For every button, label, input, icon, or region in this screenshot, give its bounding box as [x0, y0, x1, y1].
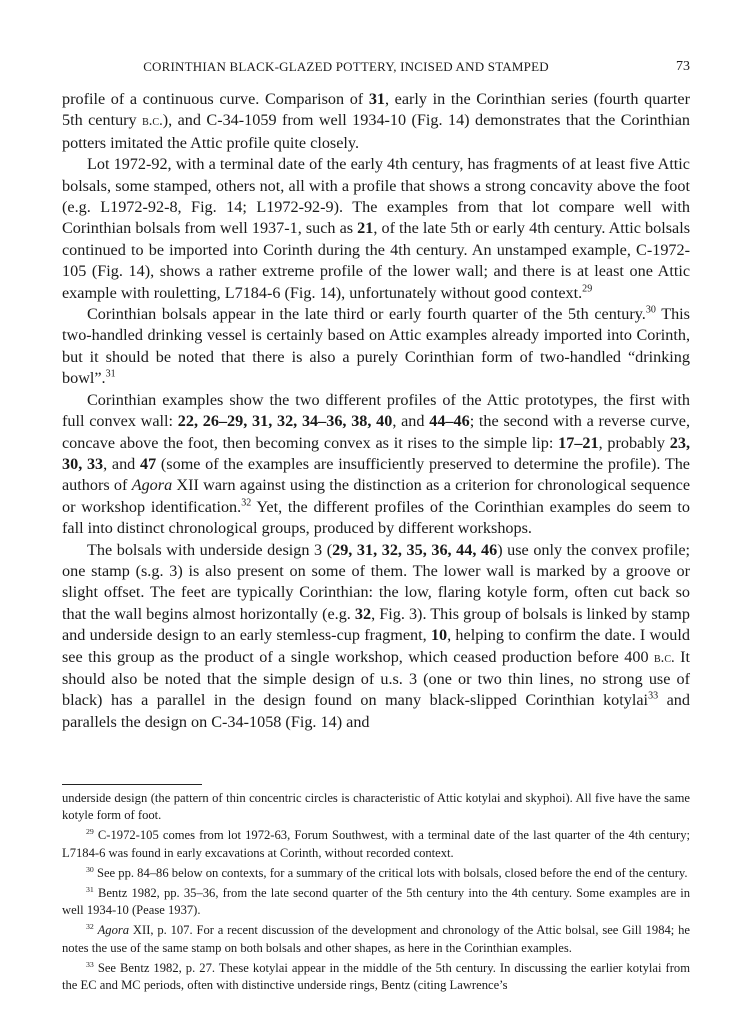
text-run: , probably: [598, 433, 670, 452]
footnote-text: C-1972-105 comes from lot 1972-63, Forum Southwest, with a terminal date of the last quarter of the 4th century; L7184-6 was found in early excavations at Corinth, without recorded context.: [62, 828, 690, 860]
catalog-ref: 10: [430, 626, 448, 645]
text-run: Corinthian bolsals appear in the late third or early fourth quarter of the 5th century.: [87, 305, 646, 324]
title-italic: Agora: [131, 476, 173, 495]
text-run: , and: [392, 412, 430, 431]
text-run: , Fig. 3). This group of bolsals is linked by stamp and underside design to an early stemless-cup fragment,: [62, 604, 690, 645]
page-header: [62, 57, 690, 79]
footnote-32: [62, 922, 690, 956]
footnote-text: See pp. 84–86 below on contexts, for a summary of the critical lots with bolsals, closed before the end of the century.: [93, 865, 688, 880]
text-run: and parallels the design on C-34-1058 (Fig. 14) and: [62, 691, 690, 731]
catalog-ref: 31: [368, 90, 385, 108]
paragraph-4: [62, 390, 690, 540]
text-run: XII warn against using the distinction as a criterion for chronological sequence or workshop identification.: [62, 476, 691, 516]
footnote-number: 29: [86, 827, 94, 837]
paragraph-2: [62, 154, 690, 304]
text-run: Corinthian examples show the two different profiles of the Attic prototypes, the first with full convex wall:: [62, 390, 690, 431]
catalog-ref: 21: [357, 219, 374, 238]
footnote-33: [62, 960, 690, 994]
text-run: This two-handled drinking vessel is certainly based on Attic examples already imported into Corinth, but it should be noted that there is also a purely Corinthian form of two-handled “drinking bowl”.: [62, 305, 690, 388]
footnote-31: [62, 885, 690, 919]
catalog-ref: 17–21: [558, 433, 599, 452]
footnote-number: 33: [86, 959, 94, 969]
footnote-marker: 33: [648, 690, 659, 702]
footnote-rule: [62, 784, 202, 785]
catalog-ref: 29, 31, 32, 35, 36, 44, 46: [332, 540, 498, 559]
footnote-number: 31: [86, 884, 94, 894]
footnote-number: 30: [86, 864, 94, 874]
footnote-number: 32: [86, 922, 94, 932]
text-run: ) use only the convex profile; one stamp (s.g. 3) is also present on some of them. The lower wall is marked by a groove or slight offset. The feet are typically Corinthian: the low, flaring kotyle form, often cut back so that the wall begins almost horizontally (e.g.: [62, 540, 691, 623]
footnote-text: See Bentz 1982, p. 27. These kotylai appear in the middle of the 5th century. In discussing the earlier kotylai from the EC and MC periods, often with distinctive underside rings, Bentz (citing Lawrence’s: [62, 960, 690, 993]
text-run: Yet, the different profiles of the Corinthian examples do seem to fall into distinct chronological groups, produced by different workshops.: [62, 497, 690, 538]
footnote-text: XII, p. 107. For a recent discussion of the development and chronology of the Attic bolsal, see Gill 1984; he notes the use of the same stamp on both bolsals and other shapes, as here in the Corinthian examples.: [62, 923, 690, 955]
text-run: , helping to confirm the date. I would see this group as the product of a single workshop, which ceased production before 400: [62, 626, 690, 666]
paragraph-5: [62, 540, 690, 734]
running-head: CORINTHIAN BLACK-GLAZED POTTERY, INCISED AND STAMPED: [143, 59, 549, 74]
catalog-ref: 23, 30, 33: [62, 433, 690, 473]
title-italic: Agora: [97, 923, 130, 938]
text-run: profile of a continuous curve. Comparison of: [62, 90, 369, 108]
text-run: ; the second with a reverse curve, concave above the foot, then becoming convex as it rises to the simple lip:: [62, 412, 691, 452]
text-run: , and: [103, 454, 140, 473]
footnote-marker: 31: [105, 368, 116, 380]
body-text: [62, 89, 690, 733]
footnote-marker: 29: [582, 283, 593, 295]
footnote-text: Bentz 1982, pp. 35–36, from the late second quarter of the 5th century into the 4th century. Some examples are in well 1934-10 (Pease 1937).: [62, 886, 690, 918]
text-run: Lot 1972-92, with a terminal date of the early 4th century, has fragments of at least five Attic bolsals, some stamped, others not, all with a profile that shows a strong concavity above the foot (e.g. L1972-92-8, Fig. 14; L1972-92-9). The examples from that lot compare well with Corinthian bolsals from well 1937-1, such as: [62, 155, 690, 238]
catalog-ref: 44–46: [429, 412, 470, 431]
catalog-ref: 32: [354, 604, 372, 623]
footnote-29: [62, 827, 690, 861]
catalog-ref: 22, 26–29, 31, 32, 34–36, 38, 40: [177, 412, 393, 431]
text-run: , early in the Corinthian series (fourth quarter 5th century: [62, 90, 690, 130]
footnotes: [62, 790, 690, 994]
catalog-ref: 47: [140, 454, 157, 473]
text-run: (some of the examples are insufficiently preserved to determine the profile). The authors of: [62, 454, 690, 495]
footnote-marker: 30: [645, 304, 656, 316]
page-number: 73: [676, 59, 690, 74]
era-abbrev: b.c.: [654, 649, 675, 666]
paragraph-1: [62, 89, 690, 154]
paragraph-3: [62, 304, 690, 390]
text-run: ), and C-34-1059 from well 1934-10 (Fig. 14) demonstrates that the Corinthian potters imitated the Attic profile quite closely.: [62, 111, 690, 152]
text-run: , of the late 5th or early 4th century. Attic bolsals continued to be imported into Corinth during the 4th century. An unstamped example, C-1972-105 (Fig. 14), shows a rather extreme profile of the lower wall; and there is at least one Attic example with rouletting, L7184-6 (Fig. 14), unfortunately without good context.: [62, 219, 690, 302]
text-run: It should also be noted that the simple design of u.s. 3 (one or two thin lines, no strong use of black) has a parallel in the design found on many black-slipped Corinthian kotylai: [62, 647, 690, 710]
footnote-30: [62, 865, 690, 882]
era-abbrev: b.c.: [142, 113, 163, 130]
footnote-continuation: underside design (the pattern of thin concentric circles is characteristic of Attic kotylai and skyphoi). All five have the same kotyle form of foot.: [62, 791, 690, 823]
footnote-marker: 32: [241, 497, 252, 509]
text-run: The bolsals with underside design 3 (: [87, 540, 333, 559]
